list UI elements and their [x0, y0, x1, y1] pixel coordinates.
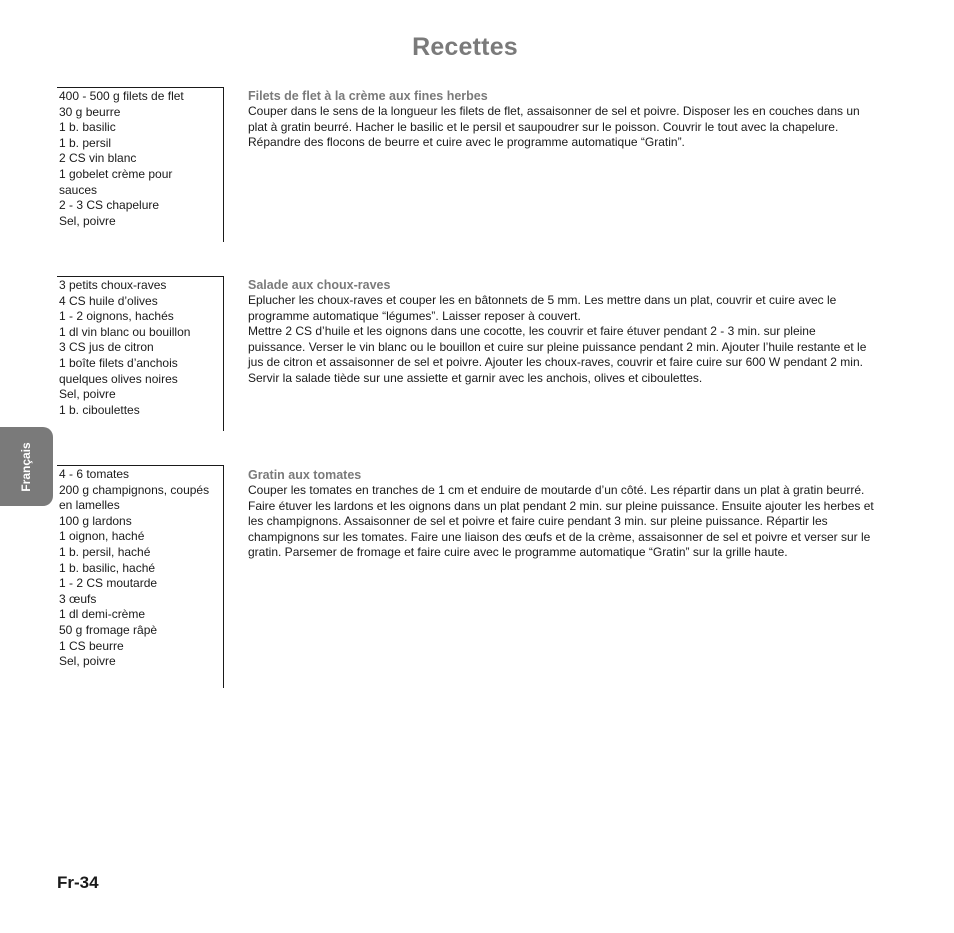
ingredient-line: 3 œufs	[59, 591, 97, 606]
ingredient-line: 30 g beurre	[59, 104, 121, 119]
ingredient-line: 2 - 3 CS chapelure	[59, 198, 160, 213]
ingredient-line: Sel, poivre	[59, 387, 116, 402]
ingredient-line: 1 - 2 oignons, hachés	[59, 309, 174, 324]
recipe-gratin	[248, 467, 874, 561]
recipe-title: Filets de flet à la crème aux fines herbes	[248, 89, 488, 103]
page-title: Recettes	[412, 33, 518, 61]
recipe-title: Salade aux choux-raves	[248, 278, 391, 292]
ingredient-line: 3 CS jus de citron	[59, 340, 154, 355]
language-tab	[0, 427, 53, 506]
ingredient-line: 1 CS beurre	[59, 638, 124, 653]
ingredient-line: 1 boîte filets d’anchois	[59, 355, 178, 370]
ingredient-line: 4 CS huile d’olives	[59, 293, 158, 308]
recipe-instructions: Mettre 2 CS d’huile et les oignons dans une cocotte, les couvrir et faire étuver pendant 2 - 3 min. sur pleine puissance. Verser le vin blanc ou le bouillon et cuire sur pleine puissance pendant 2 min. Ajouter l’huile restante et le jus de citron et assaisonner de sel et poivre. Ajouter les choux-raves, couvrir et faire cuire sur 600 W pendant 2 min. Servir la salade tiède sur une assiette et garnir avec les anchois, olives et ciboulettes.	[248, 324, 867, 385]
page-number: Fr-34	[57, 873, 99, 892]
ingredient-line: 1 b. persil, haché	[59, 544, 151, 559]
ingredient-line: 1 dl demi-crème	[59, 607, 146, 622]
ingredient-line: 1 dl vin blanc ou bouillon	[59, 324, 191, 339]
ingredient-line: 1 gobelet crème pour	[59, 166, 173, 181]
ingredient-line: 200 g champignons, coupés	[59, 482, 210, 497]
ingredient-line: sauces	[59, 182, 98, 197]
ingredient-line: 100 g lardons	[59, 513, 132, 528]
ingredient-line: 4 - 6 tomates	[59, 467, 130, 481]
ingredient-line: Sel, poivre	[59, 654, 116, 669]
ingredients-box-flet	[57, 87, 224, 242]
ingredient-line: en lamelles	[59, 498, 120, 513]
ingredient-line: 3 petits choux-raves	[59, 278, 167, 292]
ingredients-box-gratin	[57, 465, 224, 688]
ingredient-line: 1 oignon, haché	[59, 529, 145, 544]
recipe-title: Gratin aux tomates	[248, 468, 362, 482]
ingredient-line: Sel, poivre	[59, 213, 116, 228]
ingredient-line: 2 CS vin blanc	[59, 151, 137, 166]
ingredient-line: 1 - 2 CS moutarde	[59, 576, 158, 591]
recipe-flet	[248, 88, 874, 151]
language-tab-label: Français	[19, 442, 33, 492]
ingredient-line: 50 g fromage râpè	[59, 622, 158, 637]
ingredient-line: 1 b. basilic, haché	[59, 560, 156, 575]
recipe-instructions: Couper les tomates en tranches de 1 cm et enduire de moutarde d’un côté. Les répartir dans un plat à gratin beurré. Faire étuver les lardons et les oignons dans un plat pendant 2 min. sur pleine puissance. Ensuite ajouter les herbes et les champignons. Assaisonner de sel et poivre et faire cuire pendant 3 min. sur pleine puissance. Répartir les champignons sur les tomates. Faire une liaison des œufs et de la crème, assaisonner de sel et poivre et verser sur le gratin. Parsemer de fromage et faire cuire avec le programme automatique “Gratin” sur la grille haute.	[248, 483, 874, 560]
recipe-instructions: Eplucher les choux-raves et couper les en bâtonnets de 5 mm. Les mettre dans un plat, couvrir et cuire avec le programme automatique “légumes”. Laisser reposer à couvert.	[248, 293, 837, 323]
ingredients-box-choux-raves	[57, 276, 224, 431]
ingredient-line: 1 b. persil	[59, 135, 112, 150]
ingredient-line: 1 b. basilic	[59, 120, 116, 135]
ingredient-line: quelques olives noires	[59, 371, 178, 386]
ingredient-line: 400 - 500 g filets de flet	[59, 89, 184, 103]
ingredient-line: 1 b. ciboulettes	[59, 402, 140, 417]
recipe-instructions: Couper dans le sens de la longueur les filets de flet, assaisonner de sel et poivre. Disposer les en couches dans un plat à gratin beurré. Hacher le basilic et le persil et saupoudrer sur le poisson. Couvrir le tout avec la chapelure. Répandre des flocons de beurre et cuire avec le programme automatique “Gratin”.	[248, 104, 860, 150]
recipe-choux-raves	[248, 277, 874, 387]
